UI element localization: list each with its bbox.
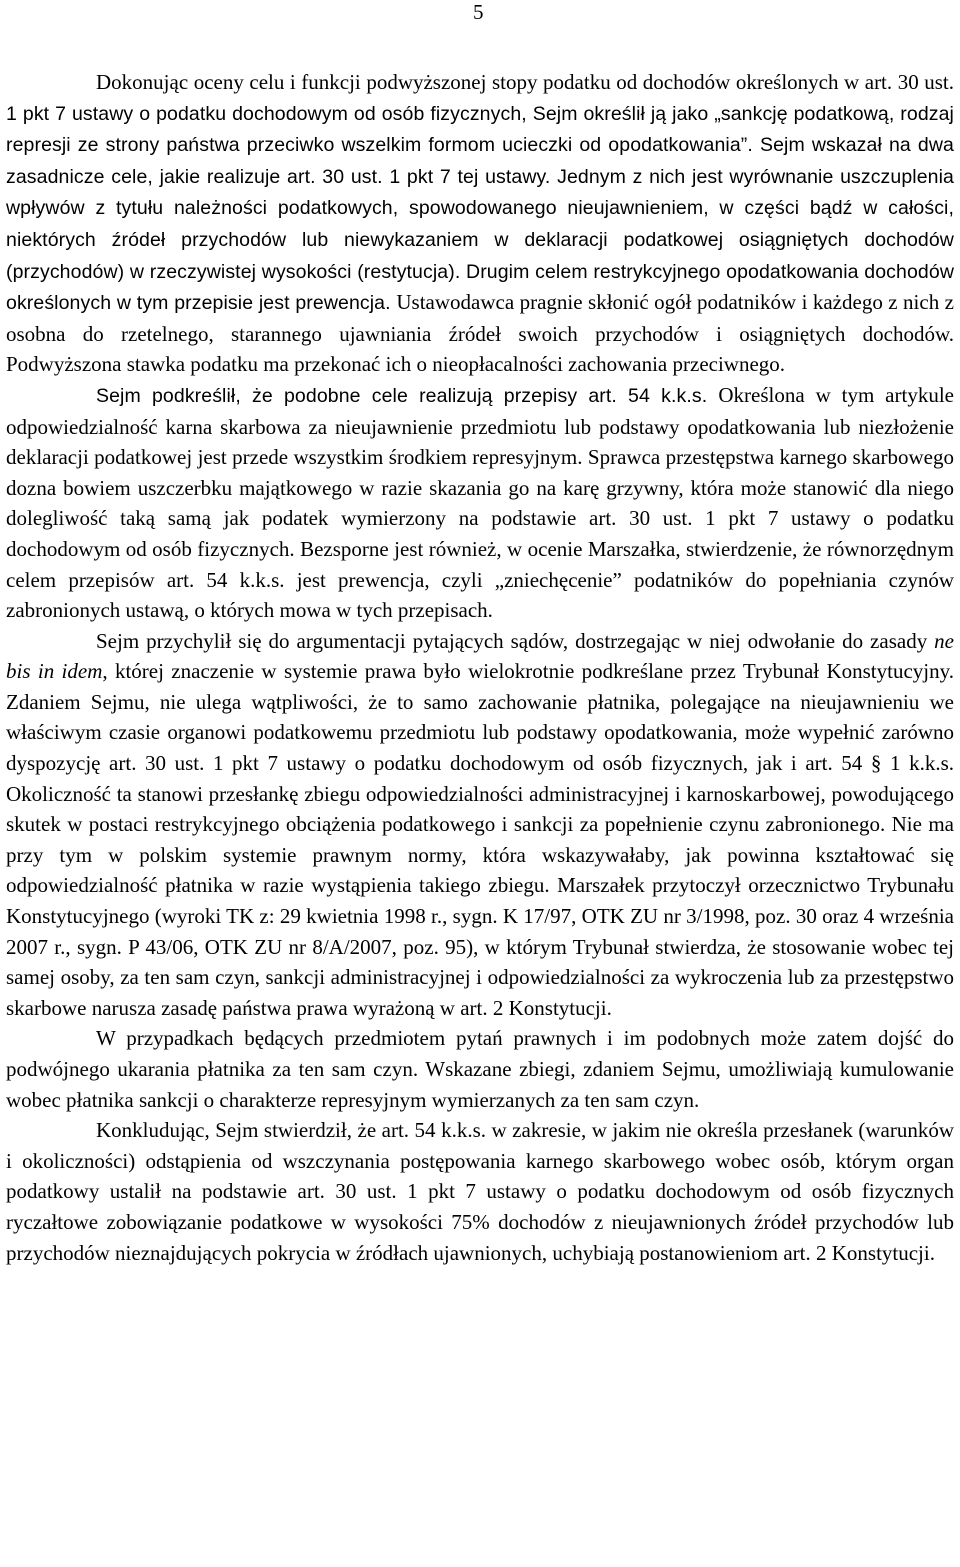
paragraph-4 bbox=[6, 1023, 954, 1115]
paragraph-1 bbox=[6, 67, 954, 380]
paragraph-5-segment: Konkludując, Sejm stwierdził, że art. 54 k.k.s. w zakresie, w jakim nie określa przesłanek (warunków i okoliczności) odstąpienia od wszczynania postępowania karnego skarbowego wobec osób, którym organ podatkowy ustalił na podstawie art. 30 ust. 1 pkt 7 ustawy o podatku dochodowym od osób fizycznych ryczałtowe zobowiązanie podatkowe w wysokości 75% dochodów z nieujawnionych źródeł przychodów lub przychodów nieznajdujących pokrycia w źródłach ujawnionych, uchybiają postanowieniom art. 2 Konstytucji. bbox=[6, 1118, 954, 1265]
paragraph-2-segment: Określona w tym artykule odpowiedzialność karna skarbowa za nieujawnienie przedmiotu lub podstawy opodatkowania lub niezłożenie deklaracji podatkowej jest przede wszystkim środkiem represyjnym. Sprawca przestępstwa karnego skarbowego dozna bowiem uszczerbku majątkowego w razie skazania go na karę grzywny, która może stanowić dla niego dolegliwość taką samą jak podatek wymierzony na podstawie art. 30 ust. 1 pkt 7 ustawy o podatku dochodowym od osób fizycznych. Bezsporne jest również, w ocenie Marszałka, stwierdzenie, że równorzędnym celem przepisów art. 54 k.k.s. jest prewencja, czyli „zniechęcenie” podatników do popełniania czynów zabronionych ustawą, o których mowa w tych przepisach. bbox=[6, 382, 954, 623]
paragraph-3 bbox=[6, 626, 954, 1024]
paragraph-1-segment: Jednym z nich jest wyrównanie uszczuplenia wpływów z tytułu należności podatkowych, spowodowanego nieujawnieniem, w części bądź w całości, niektórych źródeł przychodów lub niewykazaniem w deklaracji podatkowej osiągniętych dochodów (przychodów) w rzeczywistej wysokości (restytucja). Drugim celem restrykcyjnego opodatkowania dochodów określonych w tym przepisie jest prewencja. bbox=[6, 165, 954, 315]
paragraph-1-segment: 1 pkt 7 ustawy o podatku dochodowym od osób fizycznych, Sejm określił ją jako „sankcję podatkową, rodzaj represji ze strony państwa przeciwko wszelkim formom ucieczki od opodatkowania”. Sejm wskazał na dwa zasadnicze cele, jakie realizuje art. 30 ust. 1 pkt 7 tej ustawy. bbox=[6, 102, 954, 188]
latin-phrase: ne bis in idem bbox=[6, 628, 954, 684]
paragraph-2-segment: Sejm podkreślił, że podobne cele realizują przepisy art. 54 k.k.s. bbox=[96, 384, 719, 407]
paragraph-4-segment: W przypadkach będących przedmiotem pytań prawnych i im podobnych może zatem dojść do podwójnego ukarania płatnika za ten sam czyn. Wskazane zbiegi, zdaniem Sejmu, umożliwiają kumulowanie wobec płatnika sankcji o charakterze represyjnym wymierzanych za ten sam czyn. bbox=[6, 1026, 954, 1112]
paragraph-5 bbox=[6, 1115, 954, 1268]
paragraph-3-segment: , której znaczenie w systemie prawa było wielokrotnie podkreślane przez Trybunał Konstytucyjny. Zdaniem Sejmu, nie ulega wątpliwości, że to samo zachowanie płatnika, polegające na nieujawnieniu we właściwym czasie organowi podatkowemu przedmiotu lub podstawy opodatkowania, może wypełnić zarówno dyspozycję art. 30 ust. 1 pkt 7 ustawy o podatku dochodowym od osób fizycznych, jak i art. 54 § 1 k.k.s. Okoliczność ta stanowi przesłankę zbiegu odpowiedzialności administracyjnej i karnoskarbowej, powodującego skutek w postaci restrykcyjnego obciążenia podatkowego i sankcji za popełnienie czynu zabronionego. Nie ma przy tym w polskim systemie prawnym normy, która wskazywałaby, jak powinna kształtować się odpowiedzialność płatnika w razie wystąpienia takiego zbiegu. Marszałek przytoczył orzecznictwo Trybunału Konstytucyjnego (wyroki TK z: 29 kwietnia 1998 r., sygn. K 17/97, OTK ZU nr 3/1998, poz. 30 oraz 4 września 2007 r., sygn. P 43/06, OTK ZU nr 8/A/2007, poz. 95), w którym Trybunał stwierdza, że stosowanie wobec tej samej osoby, za ten sam czyn, sankcji administracyjnej i odpowiedzialności za wykroczenia lub za przestępstwo skarbowe narusza zasadę państwa prawa wyrażoną w art. 2 Konstytucji. bbox=[6, 659, 954, 1020]
page-number: 5 bbox=[473, 0, 484, 24]
paragraph-1-segment: Ustawodawca pragnie skłonić ogół podatników i każdego z nich z osobna do rzetelnego, starannego ujawniania źródeł swoich przychodów i osiągniętych dochodów. Podwyższona stawka podatku ma przekonać ich o nieopłacalności zachowania przeciwnego. bbox=[6, 290, 954, 377]
paragraph-2 bbox=[6, 380, 954, 626]
paragraph-1-segment: Dokonując oceny celu i funkcji podwyższonej stopy podatku od dochodów określonych w art. 30 ust. bbox=[96, 70, 954, 94]
document-body bbox=[6, 67, 954, 1268]
paragraph-3-segment: Sejm przychylił się do argumentacji pytających sądów, dostrzegając w niej odwołanie do zasady bbox=[96, 628, 935, 653]
